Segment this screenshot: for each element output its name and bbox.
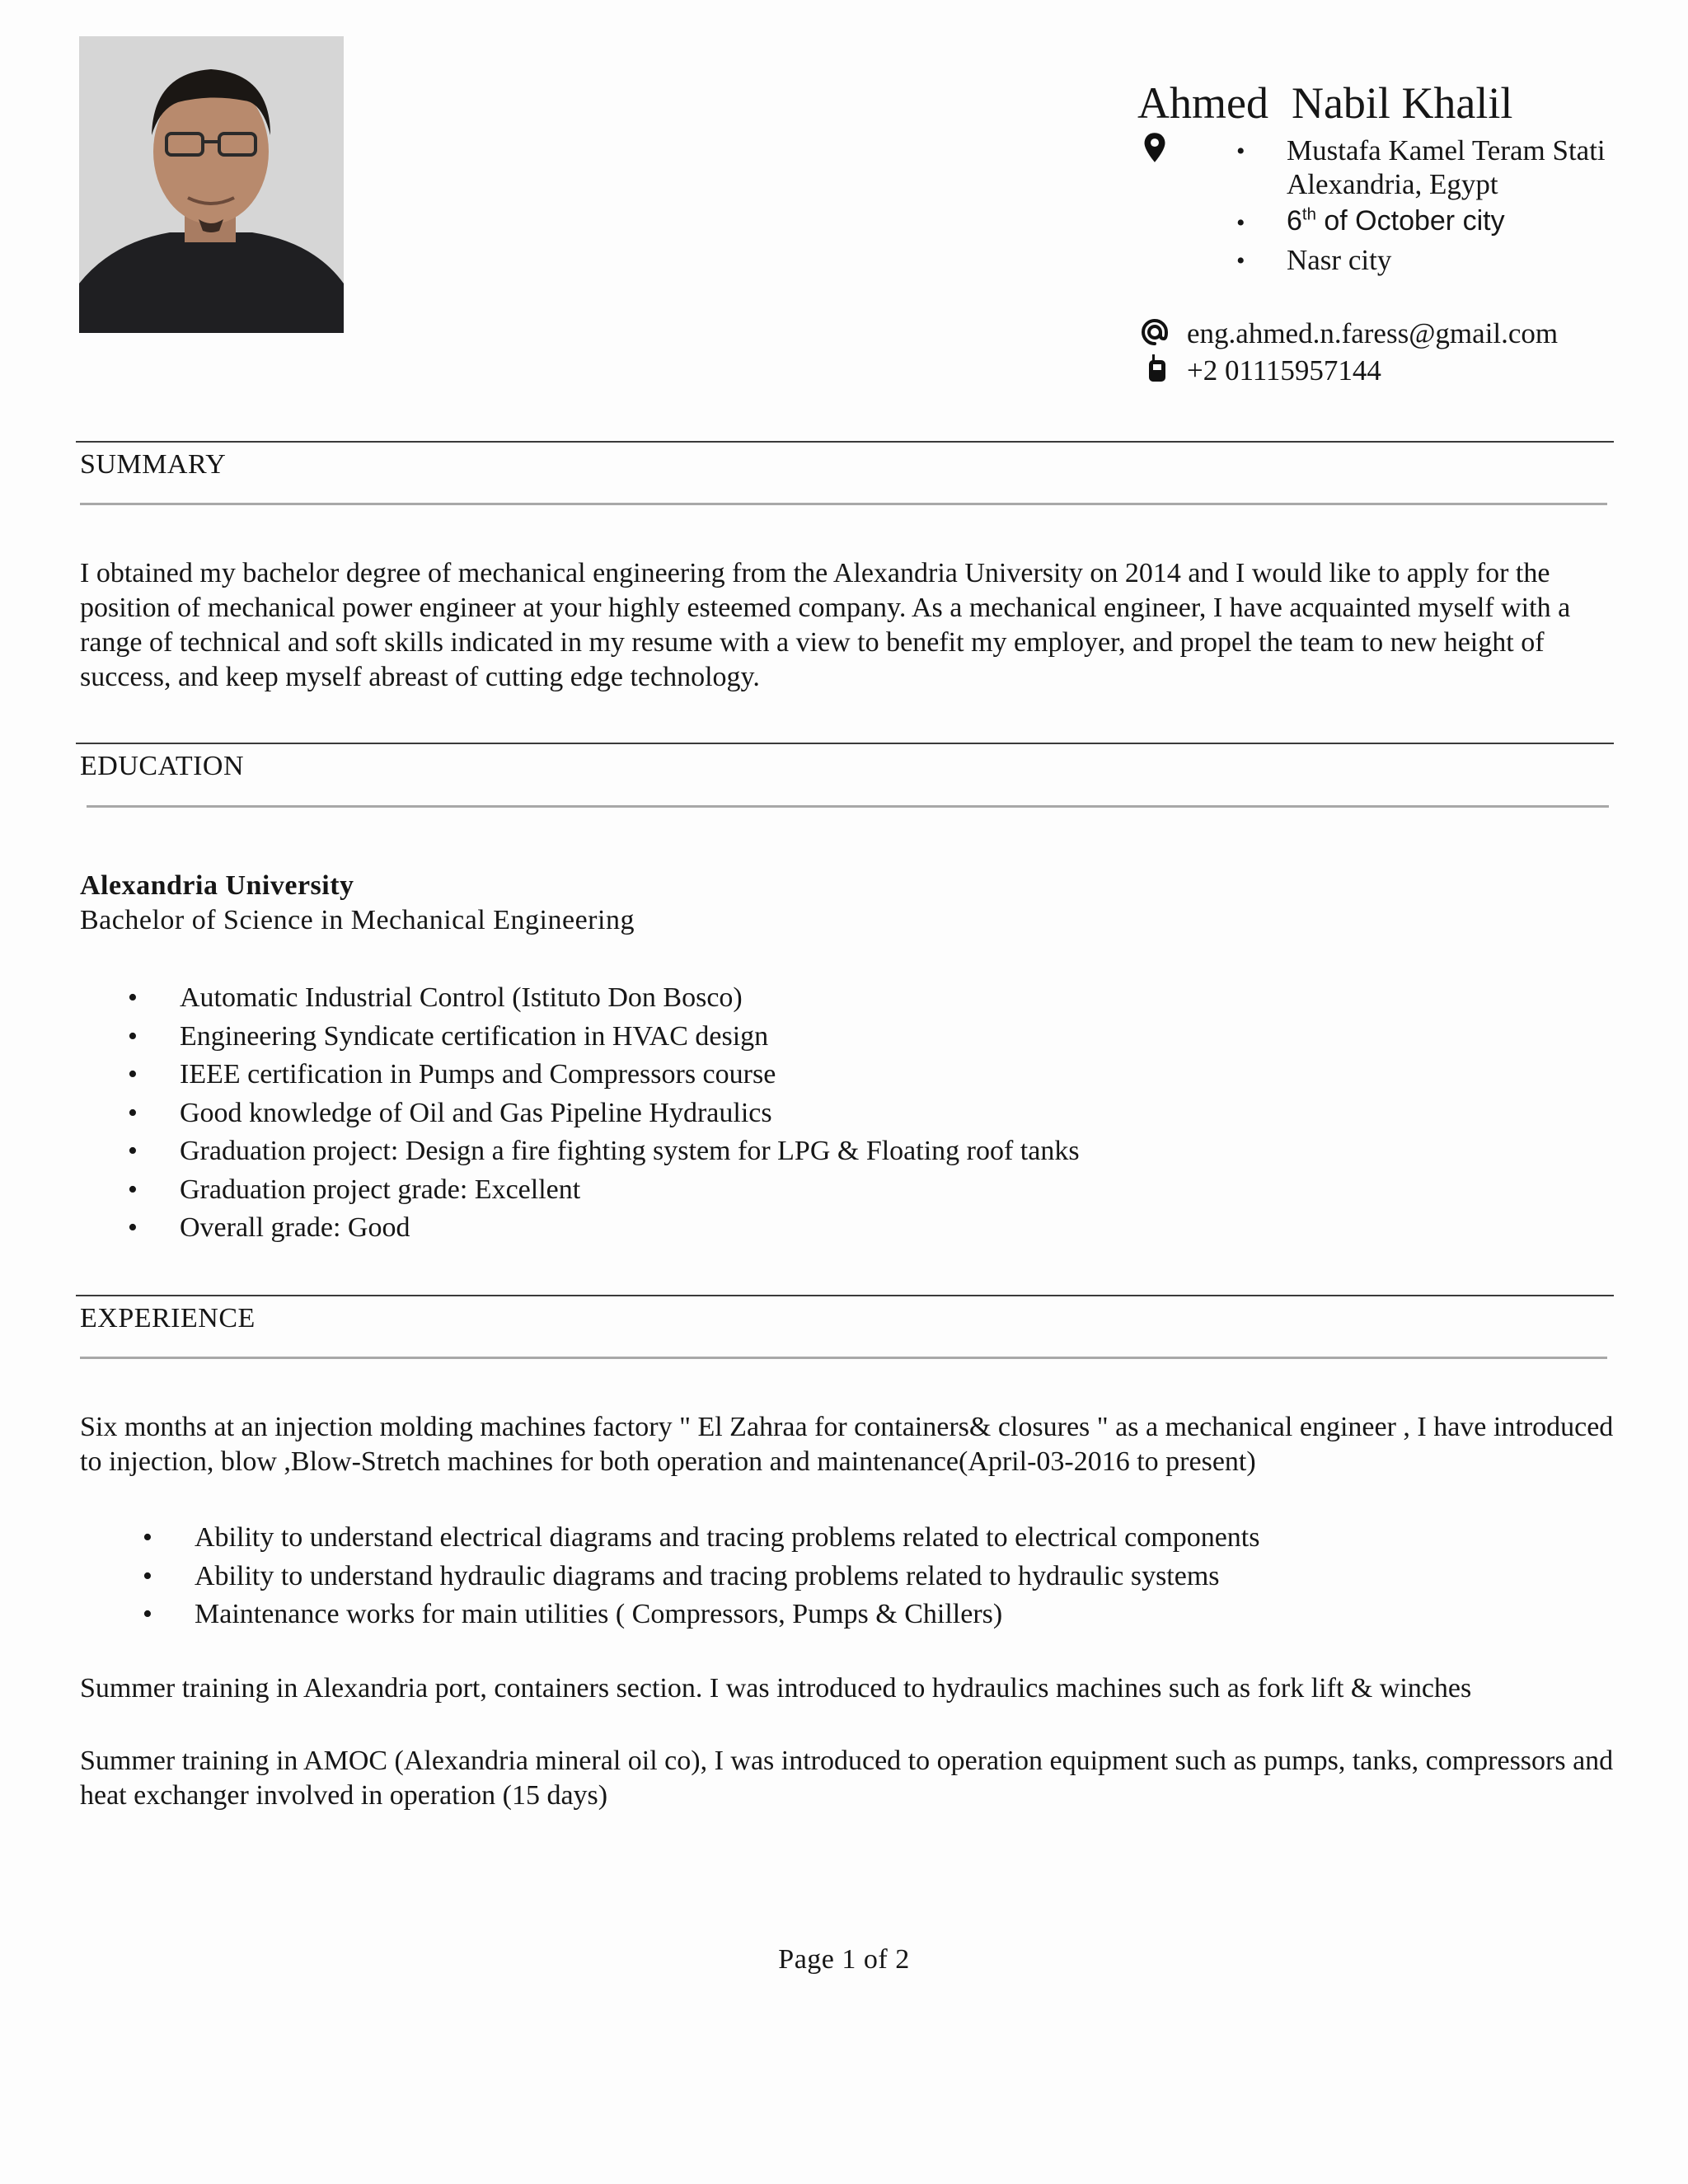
section-divider [76,441,1614,443]
list-item: • Ability to understand electrical diagrams and tracing problems related to electrical components [80,1519,1259,1558]
address-bullet: • [1236,138,1245,165]
address-line-2-sup: th [1301,205,1316,224]
phone-number[interactable]: +2 01115957144 [1187,354,1381,387]
applicant-name [1137,76,1512,130]
list-item: • Maintenance works for main utilities ( Compressors, Pumps & Chillers) [80,1596,1259,1634]
list-item: • Automatic Industrial Control (Istituto Don Bosco) [80,979,1080,1018]
education-list [80,979,1080,1248]
list-item: • Good knowledge of Oil and Gas Pipeline Hydraulics [80,1094,1080,1133]
experience-list [80,1519,1259,1634]
list-item: • Graduation project grade: Excellent [80,1171,1080,1210]
list-item: • Graduation project: Design a fire fighting system for LPG & Floating roof tanks [80,1132,1080,1171]
last-name: Nabil Khalil [1291,78,1513,128]
section-underline [80,503,1607,505]
address-line-1b: Alexandria, Egypt [1287,168,1498,200]
address-line-3: Nasr city [1287,244,1392,276]
experience-job-text: Six months at an injection molding machines factory " El Zahraa for containers& closures " as a mechanical engineer , I have introduced to injection, blow ,Blow-Stretch machines for both operation and maintenance(April-03-2016 to present) [80,1412,1614,1477]
section-divider [76,743,1614,744]
at-sign-icon [1141,318,1169,346]
section-underline [80,1357,1607,1359]
address-line-1: Mustafa Kamel Teram Stati [1287,134,1606,166]
list-item: • IEEE certification in Pumps and Compressors course [80,1056,1080,1094]
address-line-2-num: 6 [1287,205,1302,237]
section-underline [87,805,1609,808]
email-address[interactable]: eng.ahmed.n.faress@gmail.com [1187,317,1559,349]
education-heading: EDUCATION [80,751,245,781]
section-divider [76,1295,1614,1296]
address-bullet: • [1236,209,1245,237]
page-number: Page 1 of 2 [778,1944,910,1975]
training-1-text: Summer training in Alexandria port, containers section. I was introduced to hydraulics machines such as fork lift & winches [80,1673,1472,1704]
summary-heading: SUMMARY [80,449,227,480]
map-pin-icon [1142,132,1167,163]
profile-photo [79,36,344,333]
list-item: • Ability to understand hydraulic diagrams and tracing problems related to hydraulic systems [80,1558,1259,1596]
training-2-text: Summer training in AMOC (Alexandria mineral oil co), I was introduced to operation equipment such as pumps, tanks, compressors and heat exchanger involved in operation (15 days) [80,1746,1614,1811]
degree-name: Bachelor of Science in Mechanical Engineering [80,905,635,935]
address-bullet: • [1236,247,1245,274]
experience-heading: EXPERIENCE [80,1303,256,1333]
address-line-2-rest: of October city [1315,205,1505,237]
school-name: Alexandria University [80,870,354,901]
summary-text: I obtained my bachelor degree of mechanical engineering from the Alexandria University on 2014 and I would like to apply for the position of mechanical power engineer at your highly esteemed company. As a mechanical engineer, I have acquainted myself with a range of technical and soft skills indicated in my resume with a view to benefit my employer, and propel the team to new height of success, and keep myself abreast of cutting edge technology. [80,558,1571,692]
portrait-image [79,36,344,333]
first-name: Ahmed [1137,78,1268,128]
list-item: • Engineering Syndicate certification in HVAC design [80,1018,1080,1057]
list-item: • Overall grade: Good [80,1209,1080,1248]
address-line-2 [1287,204,1505,238]
mobile-phone-icon [1147,354,1167,382]
